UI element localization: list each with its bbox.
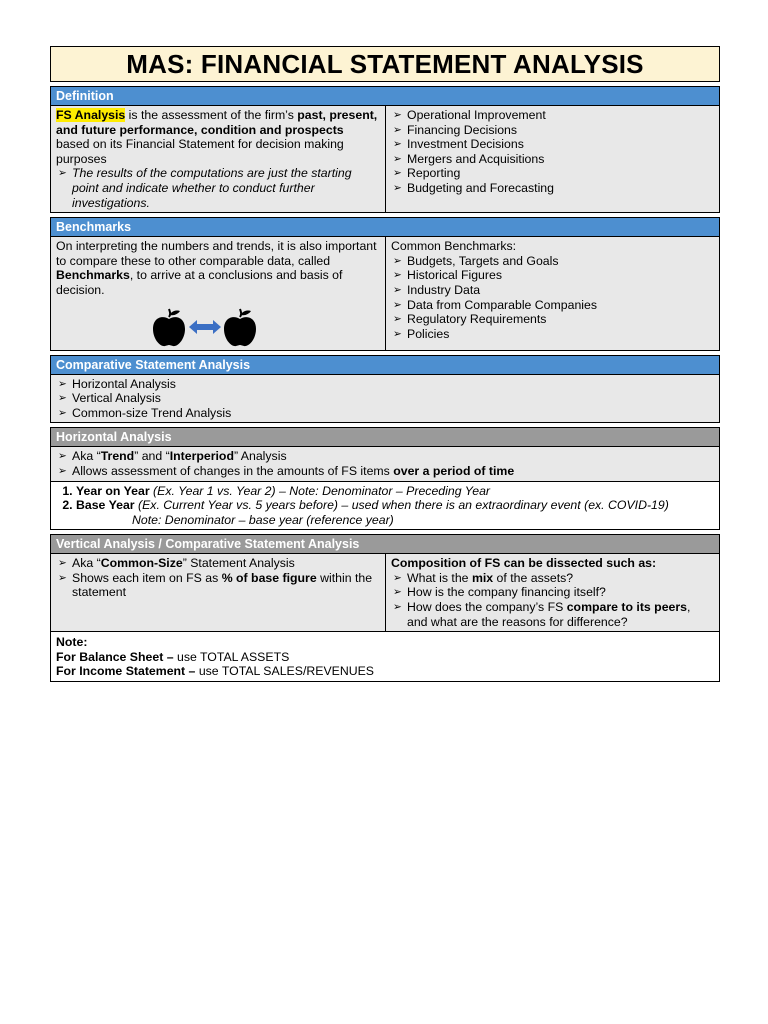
- vertical-note: [51, 631, 719, 681]
- vertical-header: Vertical Analysis / Comparative Statement Analysis: [51, 535, 719, 554]
- base-year-item: 2. Base Year (Ex. Current Year vs. 5 years before) – used when there is an extraordinary event (ex. COVID-19): [76, 498, 714, 513]
- list-item: ➢ Horizontal Analysis: [56, 377, 714, 392]
- note-label: Note:: [56, 635, 88, 650]
- definition-uses: [386, 106, 719, 212]
- double-arrow-icon: [188, 319, 222, 335]
- list-item: ➢ Regulatory Requirements: [391, 312, 714, 327]
- apple-icon: [222, 307, 258, 347]
- list-item: ➢ Common-size Trend Analysis: [56, 406, 714, 421]
- list-item: ➢ Data from Comparable Companies: [391, 298, 714, 313]
- horizontal-bullets: [51, 447, 719, 480]
- list-item: ➢ What is the mix of the assets?: [391, 571, 714, 586]
- list-item: ➢ Vertical Analysis: [56, 391, 714, 406]
- base-year-note: Note: Denominator – base year (reference year): [132, 512, 394, 527]
- benchmarks-header: Benchmarks: [51, 218, 719, 237]
- list-item: ➢ Aka “Trend” and “Interperiod” Analysis: [56, 449, 714, 464]
- comparative-header: Comparative Statement Analysis: [51, 356, 719, 375]
- income-statement-note: For Income Statement – use TOTAL SALES/REVENUES: [56, 664, 375, 679]
- composition-list: [386, 554, 719, 631]
- list-item: ➢ Aka “Common-Size” Statement Analysis: [56, 556, 380, 571]
- common-benchmarks: [386, 237, 719, 349]
- common-benchmarks-label: Common Benchmarks:: [391, 239, 517, 254]
- list-item: ➢ Financing Decisions: [391, 123, 714, 138]
- list-item: ➢ Industry Data: [391, 283, 714, 298]
- list-item: ➢ Budgets, Targets and Goals: [391, 254, 714, 269]
- vertical-bullets: [51, 554, 386, 631]
- list-item: ➢ Operational Improvement: [391, 108, 714, 123]
- vertical-section: [50, 534, 720, 682]
- fs-analysis-term: FS Analysis: [56, 108, 126, 122]
- list-item: ➢ How is the company financing itself?: [391, 585, 714, 600]
- page-title: MAS: FINANCIAL STATEMENT ANALYSIS: [50, 46, 720, 82]
- list-item: ➢ Allows assessment of changes in the amounts of FS items over a period of time: [56, 464, 714, 479]
- list-item: ➢ Shows each item on FS as % of base figure within the statement: [56, 571, 380, 600]
- horizontal-header: Horizontal Analysis: [51, 428, 719, 447]
- composition-label: Composition of FS can be dissected such as:: [391, 556, 657, 571]
- balance-sheet-note: For Balance Sheet – use TOTAL ASSETS: [56, 649, 290, 664]
- list-item: ➢ Mergers and Acquisitions: [391, 152, 714, 167]
- list-item: ➢ How does the company’s FS compare to its peers, and what are the reasons for difference?: [391, 600, 714, 629]
- list-item: ➢ Policies: [391, 327, 714, 342]
- comparative-section: [50, 355, 720, 424]
- horizontal-methods: [51, 481, 719, 530]
- list-item: ➢ Reporting: [391, 166, 714, 181]
- year-on-year-item: 1. Year on Year (Ex. Year 1 vs. Year 2) – Note: Denominator – Preceding Year: [76, 484, 714, 499]
- comparative-list: [51, 375, 719, 423]
- benchmarks-text: On interpreting the numbers and trends, it is also important to compare these to other comparable data, called Benchmarks, to arrive at a conclusions and basis of decision.: [51, 237, 386, 349]
- definition-section: [50, 86, 720, 213]
- definition-header: Definition: [51, 87, 719, 106]
- apple-icon: [151, 307, 187, 347]
- apples-illustration: [151, 306, 380, 348]
- list-item: ➢ Budgeting and Forecasting: [391, 181, 714, 196]
- list-item: ➢ Investment Decisions: [391, 137, 714, 152]
- horizontal-section: [50, 427, 720, 530]
- definition-text: FS Analysis is the assessment of the firm’s past, present, and future performance, condition and prospects based on its Financial Statement for decision making purposes ➢ The results of the computations are just the starting point and indicate whether to conduct further investigations.: [51, 106, 386, 212]
- benchmarks-section: [50, 217, 720, 350]
- list-item: ➢ Historical Figures: [391, 268, 714, 283]
- definition-note: ➢ The results of the computations are just the starting point and indicate whether to conduct further investigations.: [56, 166, 380, 210]
- page: [50, 46, 720, 682]
